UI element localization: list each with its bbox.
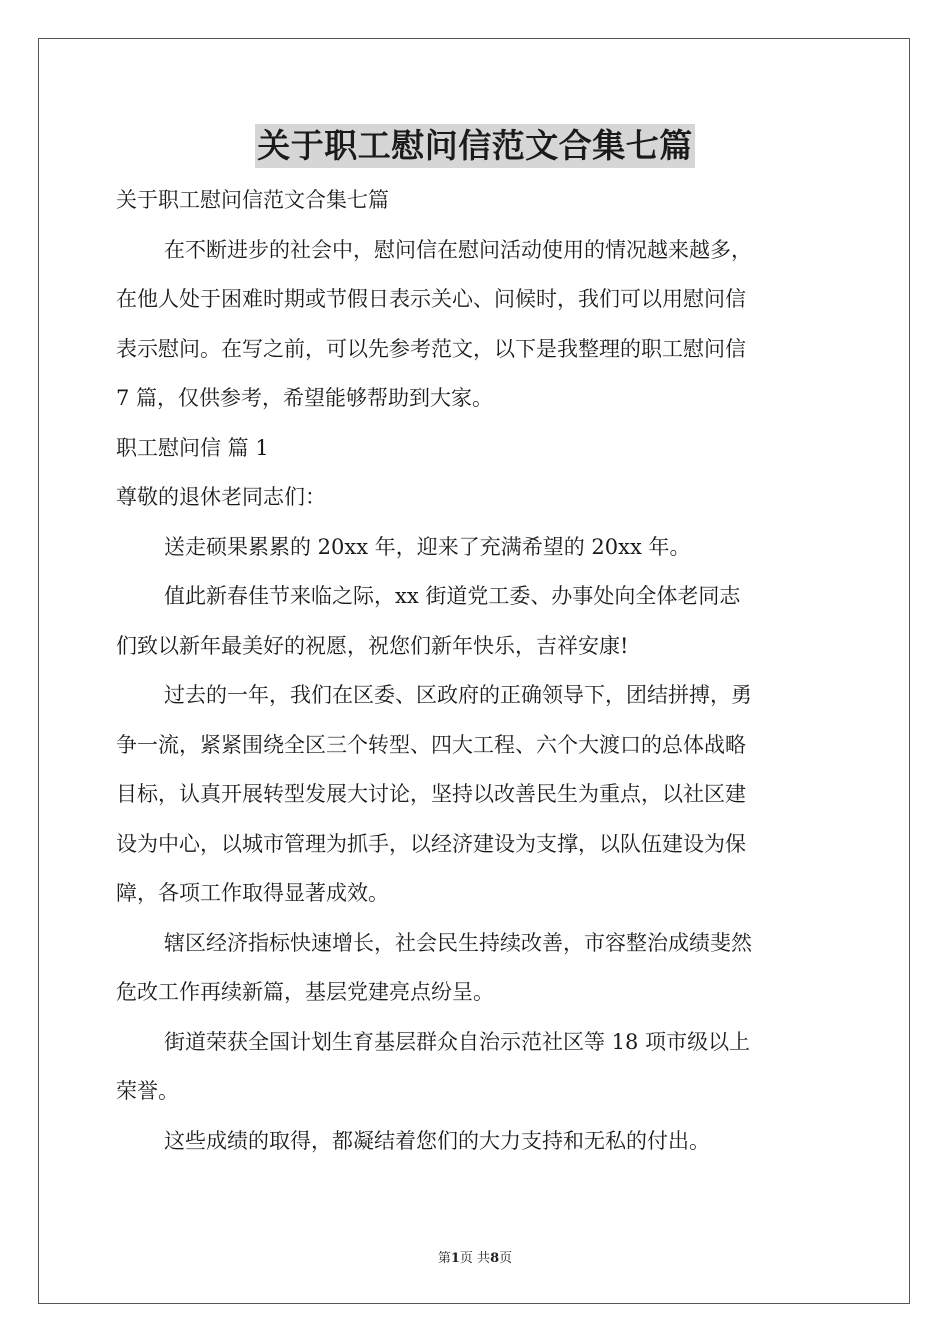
text-line: 危改工作再续新篇，基层党建亮点纷呈。: [116, 980, 494, 1004]
text-line: 们致以新年最美好的祝愿，祝您们新年快乐，吉祥安康!: [116, 633, 629, 658]
footer-mid: 页 共: [459, 1251, 491, 1266]
text-line: 辖区经济指标快速增长，社会民生持续改善，市容整治成绩斐然: [164, 930, 752, 955]
text-line: 值此新春佳节来临之际，xx 街道党工委、办事处向全体老同志: [164, 584, 741, 608]
footer-page-number: 1: [450, 1251, 460, 1266]
text-line: 表示慰问。在写之前，可以先参考范文，以下是我整理的职工慰问信: [116, 336, 746, 361]
text-line: 障，各项工作取得显著成效。: [116, 881, 389, 905]
text-line: 职工慰问信 篇 1: [116, 435, 269, 460]
text-line: 在不断进步的社会中，慰问信在慰问活动使用的情况越来越多，: [164, 237, 752, 262]
text-line: 关于职工慰问信范文合集七篇: [116, 188, 389, 212]
text-line: 7 篇，仅供参考，希望能够帮助到大家。: [116, 386, 494, 410]
text-line: 过去的一年，我们在区委、区政府的正确领导下，团结拼搏，勇: [164, 683, 752, 707]
text-line: 送走硕果累累的 20xx 年，迎来了充满希望的 20xx 年。: [164, 534, 691, 559]
text-line: 设为中心，以城市管理为抓手，以经济建设为支撑，以队伍建设为保: [116, 831, 746, 856]
page-footer: [0, 1247, 950, 1266]
page-title: 关于职工慰问信范文合集七篇: [255, 124, 695, 168]
text-line: 这些成绩的取得，都凝结着您们的大力支持和无私的付出。: [164, 1128, 710, 1153]
text-line: 荣誉。: [116, 1079, 179, 1103]
text-line: 在他人处于困难时期或节假日表示关心、问候时，我们可以用慰问信: [116, 287, 746, 311]
text-line: 目标，认真开展转型发展大讨论，坚持以改善民生为重点，以社区建: [116, 782, 746, 806]
footer-total-pages: 8: [490, 1251, 500, 1266]
footer-prefix: 第: [437, 1251, 451, 1266]
title-container: [0, 124, 950, 168]
document-body: [116, 176, 836, 1153]
text-line: 尊敬的退休老同志们：: [116, 485, 326, 509]
text-line: 争一流，紧紧围绕全区三个转型、四大工程、六个大渡口的总体战略: [116, 732, 746, 757]
text-line: 街道荣获全国计划生育基层群众自治示范社区等 18 项市级以上: [164, 1029, 751, 1054]
footer-suffix: 页: [499, 1251, 513, 1266]
